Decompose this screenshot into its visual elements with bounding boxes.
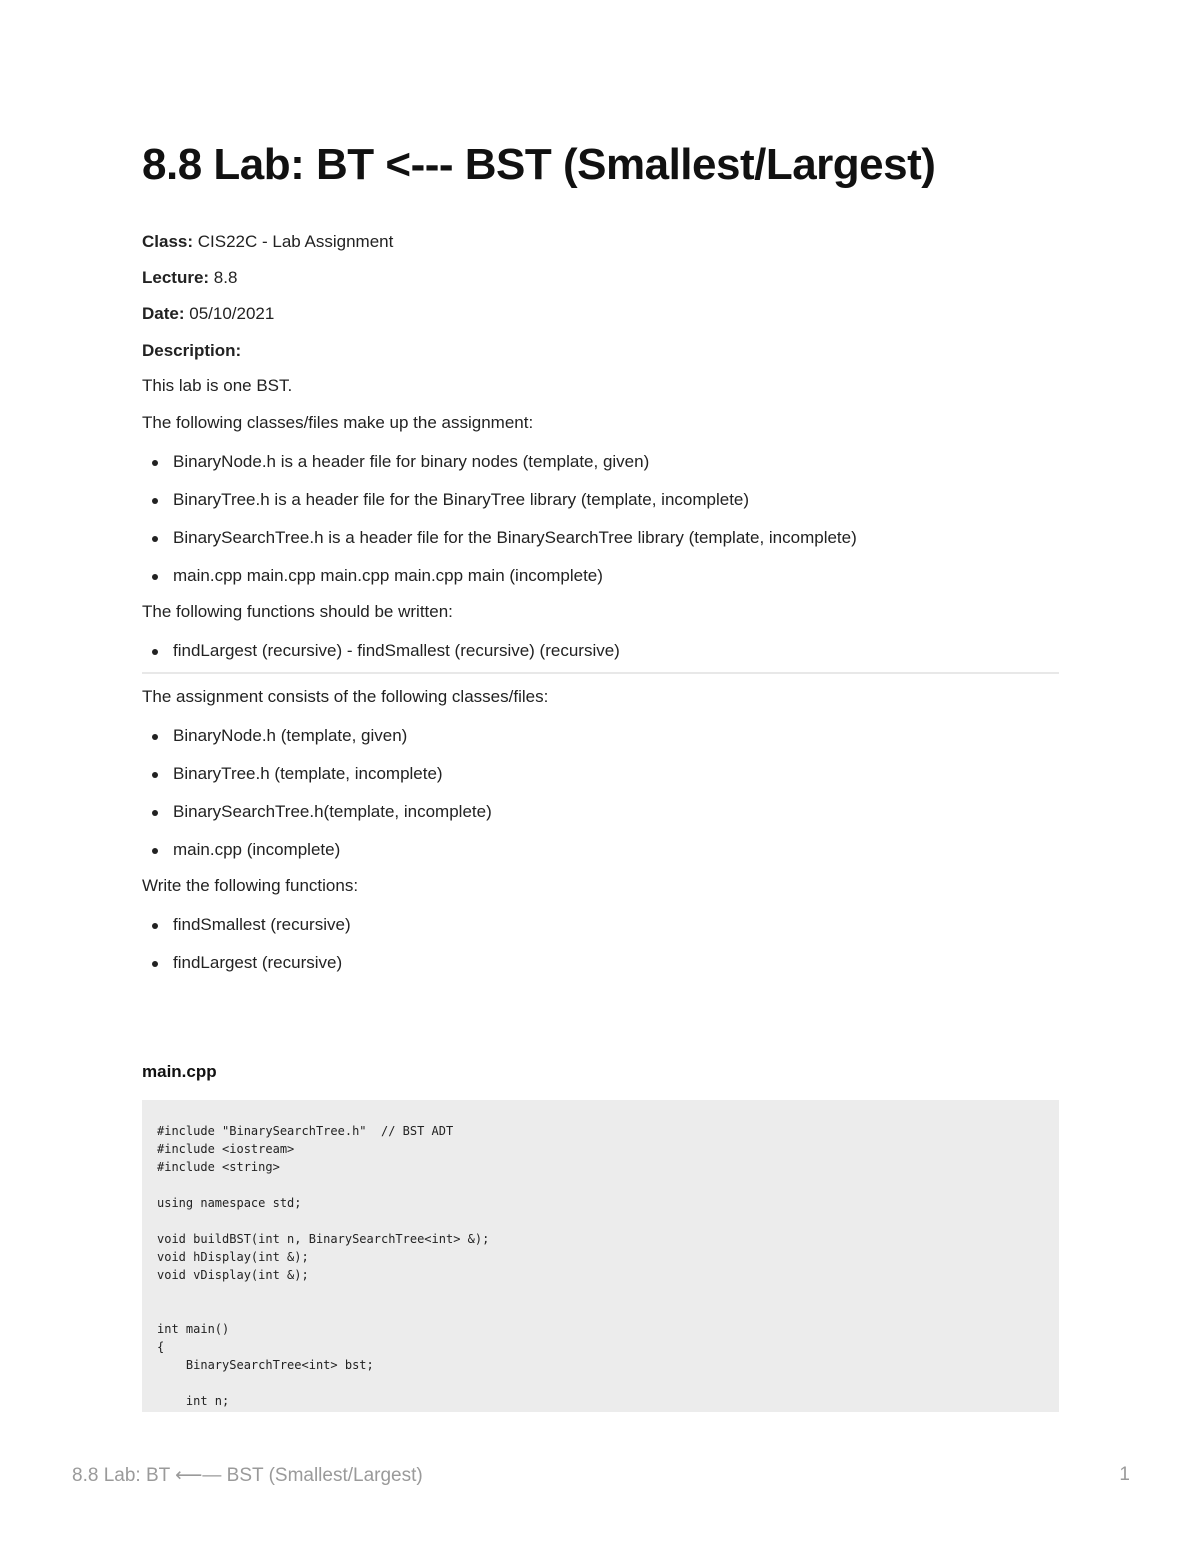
write-intro-text: Write the following functions: [142,876,359,895]
code-filename-label: main.cpp [142,1062,217,1081]
list-item: BinarySearchTree.h is a header file for the BinarySearchTree library (template, incomplete) [142,527,857,565]
list-item: BinarySearchTree.h(template, incomplete) [142,801,492,839]
list-item: findLargest (recursive) [142,952,351,990]
list-item: BinaryNode.h (template, given) [142,725,492,763]
list-item: BinaryTree.h (template, incomplete) [142,763,492,801]
functions-intro-text: The following functions should be written: [142,602,453,621]
meta-lecture-label: Lecture: [142,268,210,287]
list-item: BinaryNode.h is a header file for binary nodes (template, given) [142,451,857,489]
write-list [142,914,351,990]
meta-lecture [142,268,237,288]
footer-page-number: 1 [1119,1464,1130,1485]
meta-date-value: 05/10/2021 [184,304,275,323]
meta-date-label: Date: [142,304,185,323]
list-item: findSmallest (recursive) [142,914,351,952]
list-item: findLargest (recursive) - findSmallest (recursive) (recursive) [142,640,620,678]
footer-title: 8.8 Lab: BT ⟵— BST (Smallest/Largest) [72,1465,423,1486]
intro-text: This lab is one BST. [142,376,293,395]
meta-lecture-value: 8.8 [209,268,238,287]
meta-class-value: CIS22C - Lab Assignment [193,232,394,251]
list-item: main.cpp (incomplete) [142,839,492,877]
list-item: main.cpp main.cpp main.cpp main.cpp main (incomplete) [142,565,857,603]
meta-date [142,304,274,324]
code-content: #include "BinarySearchTree.h" // BST ADT #include <iostream> #include <string> using namespace std; void buildBST(int n, BinarySearchTree<int> &); void hDisplay(int &); void vDisplay(int &); int main() { BinarySearchTree<int> bst; int n; [157,1124,490,1408]
meta-class [142,232,393,252]
code-block [142,1100,1059,1412]
meta-class-label: Class: [142,232,194,251]
section-divider [142,672,1059,674]
files-list [142,451,857,603]
page-title: 8.8 Lab: BT <--- BST (Smallest/Largest) [142,140,936,189]
list-item: BinaryTree.h is a header file for the BinaryTree library (template, incomplete) [142,489,857,527]
assignment-intro-text: The assignment consists of the following classes/files: [142,687,549,706]
files-intro-text: The following classes/files make up the assignment: [142,413,534,432]
meta-description [142,341,241,361]
meta-description-label: Description: [142,341,242,360]
assignment-list [142,725,492,877]
